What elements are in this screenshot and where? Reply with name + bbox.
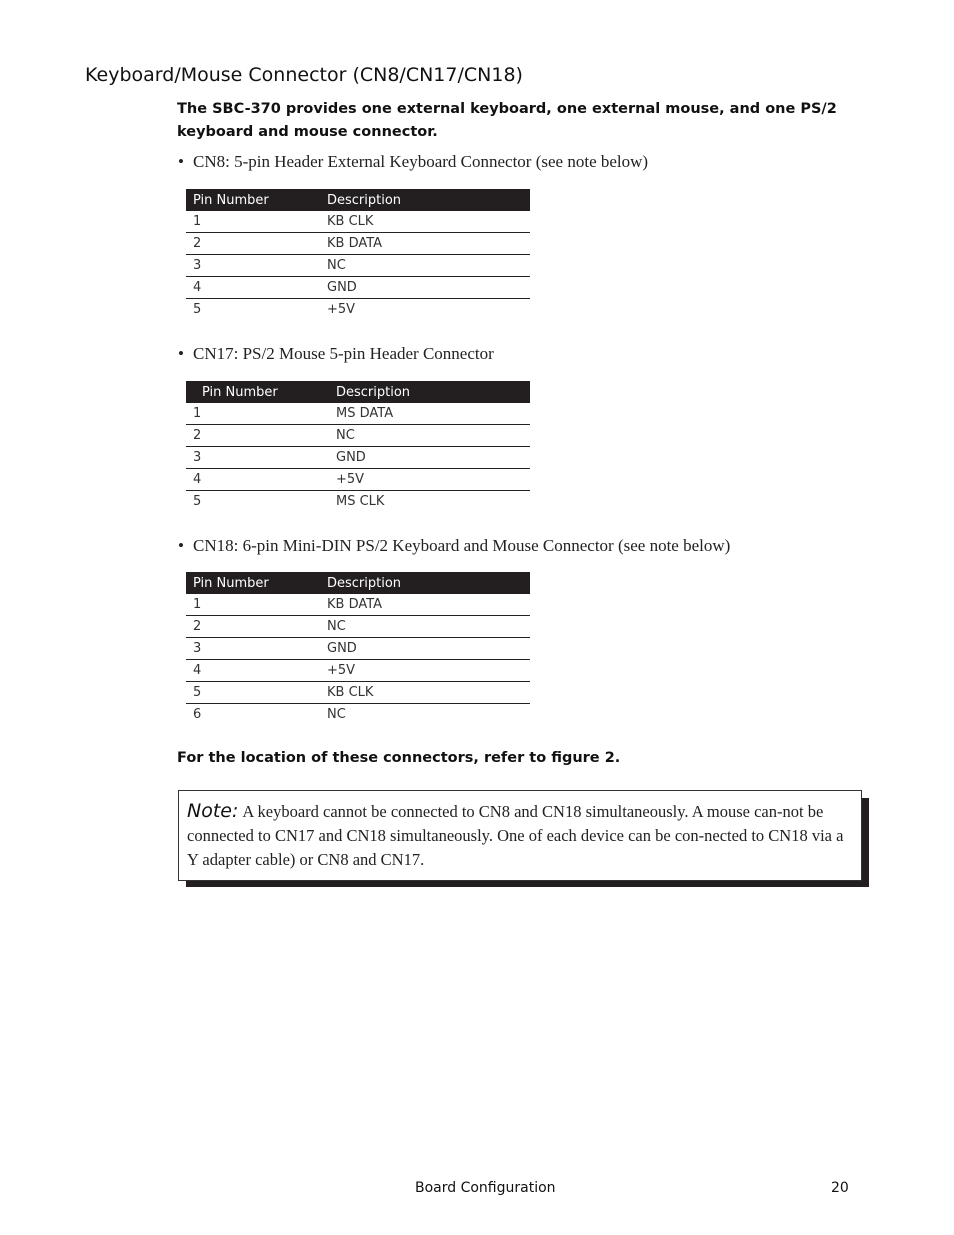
cn8-pin-table <box>186 189 530 320</box>
pin-number: 2 <box>186 616 320 638</box>
bullet-dot: • <box>178 152 184 171</box>
table-header-row <box>186 572 530 594</box>
table-row <box>186 594 530 616</box>
pin-number: 5 <box>186 682 320 704</box>
table-row <box>186 277 530 299</box>
cn8-bullet-text: CN8: 5-pin Header External Keyboard Connector (see note below) <box>193 152 649 171</box>
pin-description: MS CLK <box>336 494 385 509</box>
pin-number-header: Pin Number <box>186 381 329 403</box>
page-heading: Keyboard/Mouse Connector (CN8/CN17/CN18) <box>85 64 523 86</box>
intro-paragraph: The SBC-370 provides one external keyboard, one external mouse, and one PS/2 keyboard and mouse connector. <box>177 101 837 140</box>
pin-number: 1 <box>186 211 320 233</box>
pin-description: +5V <box>327 302 356 317</box>
description-header: Description <box>329 381 530 403</box>
table-row <box>186 425 530 447</box>
pin-number: 2 <box>186 425 329 447</box>
footer-page-number: 20 <box>831 1180 849 1196</box>
table-row <box>186 233 530 255</box>
bullet-dot: • <box>178 344 184 363</box>
cn17-pin-table <box>186 381 530 512</box>
pin-number: 1 <box>186 403 329 425</box>
pin-number: 3 <box>186 447 329 469</box>
pin-description: KB DATA <box>320 233 530 255</box>
table-row <box>186 299 530 321</box>
pin-number: 2 <box>186 233 320 255</box>
table-row <box>186 682 530 704</box>
pin-number: 3 <box>186 638 320 660</box>
pin-description: +5V <box>329 469 530 491</box>
pin-description: KB CLK <box>320 211 530 233</box>
table-row <box>186 255 530 277</box>
bullet-dot: • <box>178 536 184 555</box>
pin-number: 4 <box>186 469 329 491</box>
footer-section-title: Board Configuration <box>415 1180 556 1196</box>
location-note: For the location of these connectors, refer to figure 2. <box>177 750 621 766</box>
pin-number: 5 <box>193 302 202 317</box>
table-row <box>186 447 530 469</box>
pin-number-header: Pin Number <box>186 189 320 211</box>
pin-number: 3 <box>186 255 320 277</box>
pin-description: KB DATA <box>320 594 530 616</box>
pin-number: 4 <box>186 660 320 682</box>
table-row <box>186 704 530 726</box>
cn18-pin-table <box>186 572 530 725</box>
pin-description: NC <box>320 616 530 638</box>
pin-description: GND <box>320 277 530 299</box>
cn18-bullet-text: CN18: 6-pin Mini-DIN PS/2 Keyboard and Mouse Connector (see note below) <box>193 536 731 555</box>
pin-number: 5 <box>193 494 202 509</box>
table-row <box>186 660 530 682</box>
table-row <box>186 638 530 660</box>
description-header: Description <box>320 572 530 594</box>
cn8-bullet <box>178 152 648 172</box>
note-box <box>178 790 862 881</box>
pin-number: 1 <box>186 594 320 616</box>
table-row <box>186 491 530 513</box>
note-text: A keyboard cannot be connected to CN8 and CN18 simultaneously. A mouse can-not be connected to CN17 and CN18 simultaneously. One of each device can be con-nected to CN18 via a Y adapter cable) or CN8 and CN17. <box>187 802 844 869</box>
cn17-bullet <box>178 344 494 364</box>
table-row <box>186 403 530 425</box>
pin-number: 6 <box>193 707 202 722</box>
cn18-bullet <box>178 536 730 556</box>
pin-description: +5V <box>320 660 530 682</box>
pin-number: 4 <box>186 277 320 299</box>
pin-description: NC <box>320 255 530 277</box>
pin-description: GND <box>329 447 530 469</box>
table-header-row <box>186 189 530 211</box>
pin-description: MS DATA <box>329 403 530 425</box>
table-header-row <box>186 381 530 403</box>
table-row <box>186 616 530 638</box>
pin-description: NC <box>327 707 346 722</box>
description-header: Description <box>320 189 530 211</box>
table-row <box>186 469 530 491</box>
note-label: Note: <box>187 800 239 822</box>
pin-number-header: Pin Number <box>186 572 320 594</box>
table-row <box>186 211 530 233</box>
pin-description: KB CLK <box>320 682 530 704</box>
pin-description: GND <box>320 638 530 660</box>
pin-description: NC <box>329 425 530 447</box>
cn17-bullet-text: CN17: PS/2 Mouse 5-pin Header Connector <box>193 344 494 363</box>
